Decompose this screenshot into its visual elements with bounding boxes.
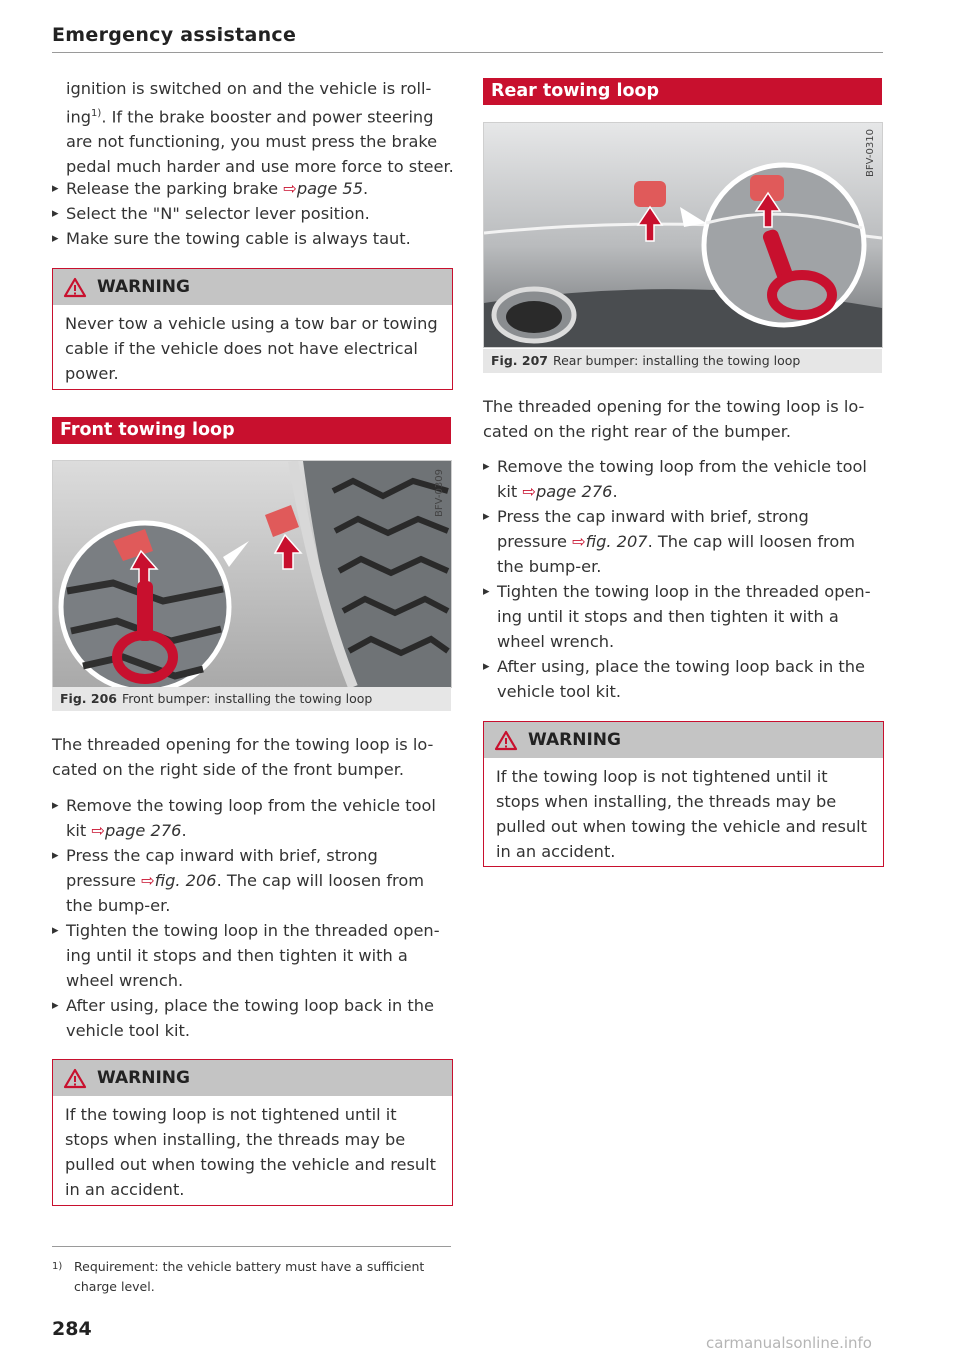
warning-body: If the towing loop is not tightened until it stops when installing, the threads may be pulled out when towing the vehicle and result in an accident. <box>65 1105 437 1199</box>
figure-code: BFV-0309 <box>434 469 445 517</box>
page-number: 284 <box>52 1318 92 1340</box>
footnote-divider <box>52 1246 451 1247</box>
warning-title: WARNING <box>528 730 621 750</box>
warning-triangle-icon <box>63 277 87 298</box>
rear-steps-list <box>483 454 883 704</box>
figure-206-caption <box>52 687 451 711</box>
page-link[interactable]: page 55 <box>296 179 364 198</box>
warning-triangle-icon <box>494 730 518 751</box>
warning-box <box>52 268 453 390</box>
intro-text: ignition is switched on and the vehicle is roll-ing <box>66 79 432 127</box>
ref-arrow-icon: ⇨ <box>283 179 297 198</box>
page-link[interactable]: page 276 <box>535 482 613 501</box>
step-item: ▸ Tighten the towing loop in the threaded open-ing until it stops and then tighten it with a wheel wrench. <box>52 918 452 993</box>
figure-caption-text: Front bumper: installing the towing loop <box>121 691 373 706</box>
rear-bumper-illustration <box>484 123 882 347</box>
step-item: ▸ Remove the towing loop from the vehicle tool kit ⇨page 276. <box>52 793 452 843</box>
step-item: ▸ After using, place the towing loop back in the vehicle tool kit. <box>483 654 883 704</box>
ref-arrow-icon: ⇨ <box>572 532 586 551</box>
step-item: ▸ Tighten the towing loop in the threaded open-ing until it stops and then tighten it with a wheel wrench. <box>483 579 883 654</box>
intro-paragraph <box>66 76 454 179</box>
figure-link[interactable]: fig. 207 <box>585 532 648 551</box>
warning-header <box>484 722 883 758</box>
figure-206-image <box>52 460 452 688</box>
section-heading-front: Front towing loop <box>52 417 451 444</box>
rear-intro-paragraph: The threaded opening for the towing loop is lo-cated on the right rear of the bumper. <box>483 397 865 441</box>
footnote-mark: 1) <box>52 1261 63 1272</box>
footnote <box>52 1257 451 1297</box>
watermark-text: carmanualsonline.info <box>706 1334 872 1352</box>
warning-box <box>483 721 884 867</box>
warning-title: WARNING <box>97 277 190 297</box>
warning-title: WARNING <box>97 1068 190 1088</box>
front-intro-paragraph: The threaded opening for the towing loop is lo-cated on the right side of the front bumper. <box>52 735 434 779</box>
intro-text-rest: . If the brake booster and power steering are not functioning, you must press the brake pedal much harder and use more force to steer. <box>66 107 454 177</box>
ref-arrow-icon: ⇨ <box>522 482 536 501</box>
footnote-text: Requirement: the vehicle battery must have a sufficient charge level. <box>74 1259 425 1294</box>
figure-207-caption <box>483 349 882 373</box>
warning-box <box>52 1059 453 1206</box>
figure-207-image <box>483 122 883 348</box>
step-item: ▸ Remove the towing loop from the vehicle tool kit ⇨page 276. <box>483 454 883 504</box>
page-header-title: Emergency assistance <box>52 24 297 46</box>
front-bumper-illustration <box>53 461 451 687</box>
figure-label: Fig. 207 <box>491 353 548 368</box>
ref-arrow-icon: ⇨ <box>141 871 155 890</box>
header-divider <box>52 52 883 53</box>
warning-body: Never tow a vehicle using a tow bar or towing cable if the vehicle does not have electrical power. <box>65 314 438 383</box>
figure-label: Fig. 206 <box>60 691 117 706</box>
figure-caption-text: Rear bumper: installing the towing loop <box>552 353 801 368</box>
step-item: ▸ Press the cap inward with brief, strong pressure ⇨fig. 207. The cap will loosen from the bump-er. <box>483 504 883 579</box>
warning-triangle-icon <box>63 1068 87 1089</box>
step-item: ▸ Select the "N" selector lever position. <box>52 201 454 226</box>
figure-code: BFV-0310 <box>865 129 876 177</box>
warning-header <box>53 269 452 305</box>
figure-link[interactable]: fig. 206 <box>154 871 217 890</box>
front-steps-list <box>52 793 452 1043</box>
intro-steps <box>52 176 454 251</box>
section-heading-rear: Rear towing loop <box>483 78 882 105</box>
step-item: ▸ Make sure the towing cable is always taut. <box>52 226 454 251</box>
step-item: ▸ Release the parking brake ⇨page 55. <box>52 176 454 201</box>
warning-header <box>53 1060 452 1096</box>
page-link[interactable]: page 276 <box>104 821 182 840</box>
footnote-reference[interactable]: 1) <box>91 108 102 119</box>
ref-arrow-icon: ⇨ <box>91 821 105 840</box>
warning-body: If the towing loop is not tightened until it stops when installing, the threads may be pulled out when towing the vehicle and result in an accident. <box>496 767 868 861</box>
step-item: ▸ After using, place the towing loop back in the vehicle tool kit. <box>52 993 452 1043</box>
step-item: ▸ Press the cap inward with brief, strong pressure ⇨fig. 206. The cap will loosen from the bump-er. <box>52 843 452 918</box>
